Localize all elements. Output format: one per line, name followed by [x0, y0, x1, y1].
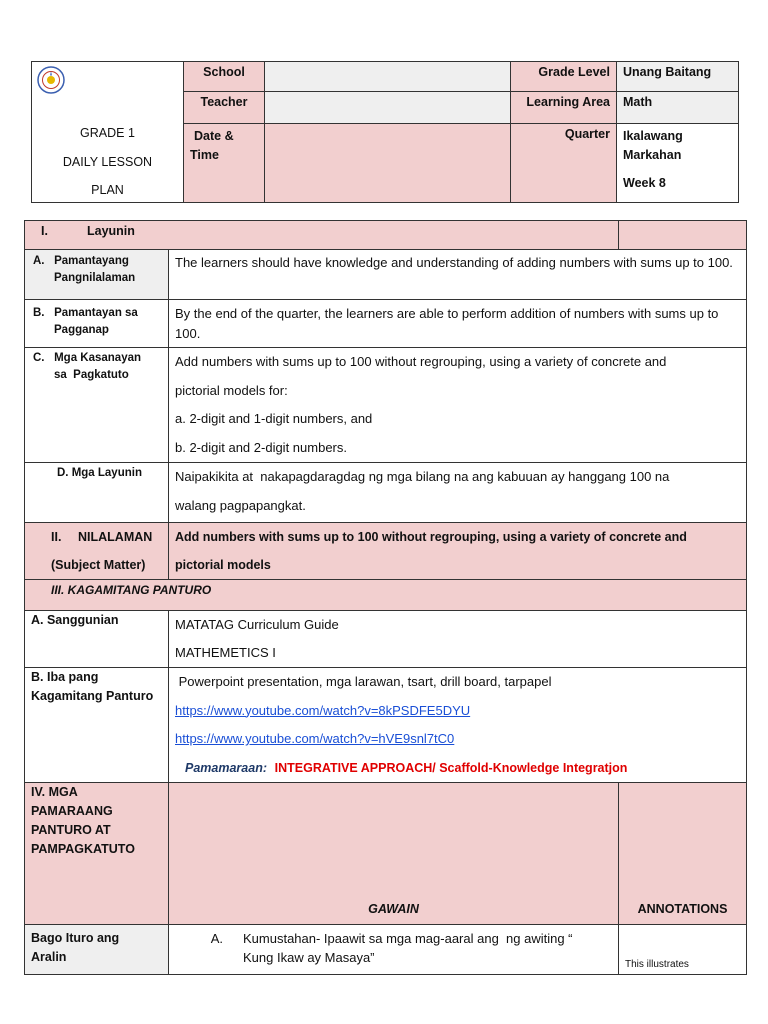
- pamantayang-pangnilalaman-label: [25, 250, 169, 300]
- kagamitan-header: III. KAGAMITANG PANTURO: [25, 580, 747, 611]
- text-line: Add numbers with sums up to 100 without regrouping, using a variety of concrete and: [175, 354, 667, 369]
- text-line: Add numbers with sums up to 100 without regrouping, using a variety of concrete and: [175, 530, 687, 544]
- youtube-link-1[interactable]: https://www.youtube.com/watch?v=8kPSDFE5DYU: [175, 702, 471, 718]
- teacher-field[interactable]: [265, 92, 511, 124]
- annotation-text: This illustrates: [619, 925, 747, 975]
- text-line: Kung Ikaw ay Masaya”: [243, 950, 375, 965]
- label-line: Kagamitang Panturo: [31, 689, 154, 703]
- title-line-3: PLAN: [91, 183, 124, 197]
- label-line: A. Pamantayang: [33, 255, 129, 267]
- pamantayang-pangnilalaman-text: The learners should have knowledge and understanding of adding numbers with sums up to 100.: [169, 250, 747, 300]
- iba-pang-kagamitan-text: [169, 668, 747, 783]
- pamamaraan-line: [175, 754, 740, 783]
- title-line-1: GRADE 1: [80, 126, 135, 140]
- label-line: Pangnilalaman: [54, 272, 136, 284]
- youtube-link-2[interactable]: https://www.youtube.com/watch?v=hVE9snl7tC0: [175, 731, 455, 746]
- label-line: B. Iba pang: [31, 670, 99, 684]
- text-line: Powerpoint presentation, mga larawan, tsart, drill board, tarpapel: [175, 674, 552, 689]
- quarter-value-cell: [617, 124, 739, 203]
- bago-ituro-activity: [169, 925, 619, 975]
- text-line: pictorial models for:: [175, 382, 288, 398]
- label-line: PANTURO AT: [31, 823, 111, 837]
- iba-pang-kagamitan-label: [25, 668, 169, 783]
- text-line: pictorial models: [175, 558, 271, 572]
- label-line: Aralin: [31, 950, 67, 964]
- quarter-label: Quarter: [511, 124, 617, 203]
- date-label: Date &: [194, 129, 234, 143]
- mga-kasanayan-text: [169, 348, 747, 463]
- layunin-header-extra: [619, 221, 747, 250]
- annotations-header: ANNOTATIONS: [619, 783, 747, 925]
- nilalaman-title: NILALAMAN: [78, 530, 153, 544]
- learning-area-label: Learning Area: [511, 92, 617, 124]
- pamantayan-sa-pagganap-label: [25, 300, 169, 348]
- learning-area-value: Math: [617, 92, 739, 124]
- gawain-header: GAWAIN: [169, 783, 619, 925]
- text-line: a. 2-digit and 1-digit numbers, and: [175, 411, 373, 426]
- header-table: [31, 61, 738, 202]
- sanggunian-text: [169, 611, 747, 668]
- text-line: MATATAG Curriculum Guide: [175, 617, 339, 632]
- text-line: Naipakikita at nakapagdaragdag ng mga bilang na ang kabuuan ay hanggang 100 na: [175, 469, 670, 484]
- title-cell: [32, 62, 184, 203]
- grade-level-value: Unang Baitang: [617, 62, 739, 92]
- nilalaman-subtitle: (Subject Matter): [51, 558, 146, 572]
- label-line: Pagganap: [54, 324, 109, 336]
- mga-layunin-text: [169, 463, 747, 523]
- label-line: IV. MGA: [31, 785, 78, 799]
- lesson-table: [24, 220, 746, 975]
- label-line: PAMARAANG: [31, 804, 113, 818]
- deped-seal-icon: [36, 65, 66, 95]
- mga-layunin-label: D. Mga Layunin: [25, 463, 169, 523]
- text-line: Kumustahan- Ipaawit sa mga mag-aaral ang ng awiting “: [243, 931, 573, 946]
- sanggunian-label: A. Sanggunian: [25, 611, 169, 668]
- quarter-value-line-2: Markahan: [623, 148, 682, 162]
- mga-kasanayan-label: [25, 348, 169, 463]
- nilalaman-label: [25, 523, 169, 580]
- layunin-header: [25, 221, 619, 250]
- text-line: MATHEMETICS I: [175, 645, 276, 660]
- pamaraan-label: [25, 783, 169, 925]
- label-line: B. Pamantayan sa: [33, 307, 138, 319]
- bago-ituro-label: [25, 925, 169, 975]
- layunin-num: I.: [41, 224, 48, 238]
- layunin-title: Layunin: [87, 224, 135, 238]
- pamamaraan-label: Pamamaraan:: [185, 760, 267, 775]
- quarter-value-line-1: Ikalawang: [623, 129, 683, 143]
- activity-letter: A.: [210, 931, 223, 946]
- date-field[interactable]: [265, 124, 511, 203]
- grade-level-label: Grade Level: [511, 62, 617, 92]
- title-line-2: DAILY LESSON: [62, 154, 153, 169]
- time-label: Time: [190, 148, 219, 162]
- teacher-label: Teacher: [184, 92, 265, 124]
- label-line: sa Pagkatuto: [54, 369, 129, 381]
- pamamaraan-value: INTEGRATIVE APPROACH/ Scaffold-Knowledge Integratjon: [274, 760, 628, 775]
- school-field[interactable]: [265, 62, 511, 92]
- label-line: C. Mga Kasanayan: [33, 352, 142, 364]
- text-line: b. 2-digit and 2-digit numbers.: [175, 439, 347, 455]
- pamantayan-sa-pagganap-text: By the end of the quarter, the learners are able to perform addition of numbers with sums up to 100.: [169, 300, 747, 348]
- label-line: Bago Ituro ang: [31, 931, 120, 945]
- text-line: walang pagpapangkat.: [175, 497, 306, 513]
- school-label: School: [184, 62, 265, 92]
- label-line: PAMPAGKATUTO: [31, 842, 135, 856]
- week-value: Week 8: [623, 176, 666, 190]
- nilalaman-text: [169, 523, 747, 580]
- nilalaman-num: II.: [51, 530, 62, 544]
- date-time-label-cell: [184, 124, 265, 203]
